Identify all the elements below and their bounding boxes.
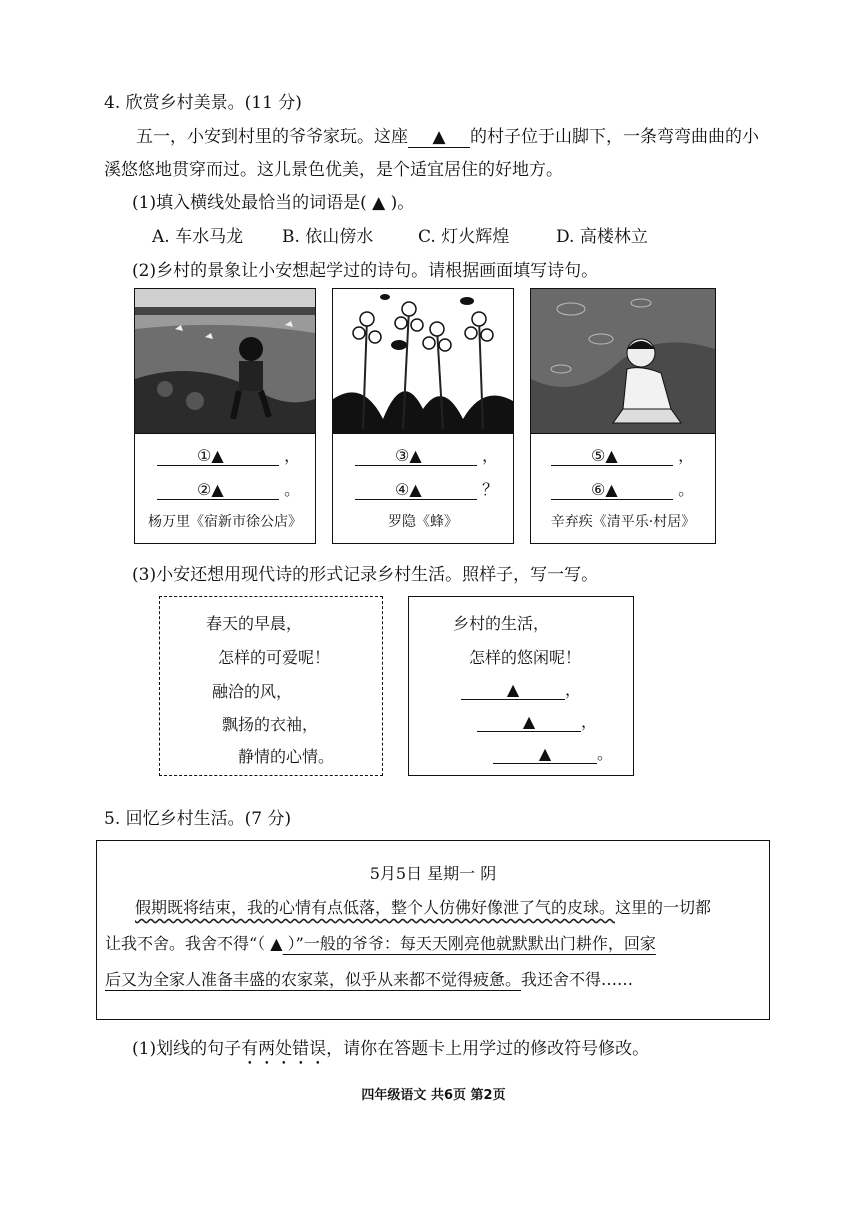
poem-blank-2[interactable]: ②▲ 。 — [157, 477, 300, 500]
picture-caption-3: 辛弃疾《清平乐·村居》 — [550, 514, 696, 530]
passage-blank[interactable]: ▲ — [408, 127, 470, 148]
page-footer: 四年级语文 共6页 第2页 — [361, 1088, 506, 1103]
q4-sub2: (2)乡村的景象让小安想起学过的诗句。请根据画面填写诗句。 — [132, 261, 599, 281]
example-poem-line: 飘扬的衣袖， — [222, 715, 319, 734]
answer-blank-2[interactable]: ▲ ， — [477, 709, 597, 732]
flowers-bees-illustration — [333, 289, 513, 434]
example-poem-line: 静情的心情。 — [238, 747, 335, 766]
passage-text: 的村子位于山脚下，一条弯弯曲曲的小 — [470, 127, 759, 147]
passage-text: 五一，小安到村里的爷爷家玩。这座 — [136, 127, 408, 147]
q4-passage-line2: 溪悠悠地贯穿而过。这儿景色优美，是个适宜居住的好地方。 — [104, 160, 563, 180]
answer-poem-box — [408, 596, 634, 776]
poem-blank-6[interactable]: ⑥▲ 。 — [551, 477, 694, 500]
option-a[interactable]: A. 车水马龙 — [152, 227, 244, 247]
answer-poem-line: 乡村的生活， — [453, 614, 550, 633]
q4-sub1: (1)填入横线处最恰当的词语是( ▲ )。 — [132, 193, 415, 213]
poem-blank-1[interactable]: ①▲ ， — [157, 443, 300, 466]
example-poem-line: 春天的早晨， — [206, 614, 303, 633]
picture-caption-2: 罗隐《蜂》 — [388, 514, 458, 530]
example-poem-line: 融洽的风， — [212, 682, 293, 701]
example-poem-box — [159, 596, 383, 776]
poem-blank-3[interactable]: ③▲ ， — [355, 443, 498, 466]
diary-line-3: 后又为全家人准备丰盛的农家菜，似乎从来都不觉得疲惫。我还舍不得…… — [105, 970, 634, 989]
diary-box — [96, 840, 770, 1020]
picture-card-2 — [332, 288, 514, 544]
diary-line-2: 让我不舍。我舍不得“（ ▲ ）”一般的爷爷：每天天刚亮他就默默出门耕作，回家 — [105, 934, 656, 953]
option-c[interactable]: C. 灯火辉煌 — [418, 227, 510, 247]
answer-blank-3[interactable]: ▲ 。 — [493, 741, 613, 764]
option-b[interactable]: B. 依山傍水 — [282, 227, 374, 247]
answer-blank[interactable]: ▲ — [270, 934, 283, 953]
emphasis-text: 有两处错误 — [241, 1039, 327, 1059]
child-pond-illustration — [531, 289, 715, 434]
picture-card-3 — [530, 288, 716, 544]
underlined-sentence: 假期既将结束，我的心情有点低落，整个人仿佛好像泄了气的皮球。 — [135, 898, 616, 917]
q4-title: 4. 欣赏乡村美景。(11 分) — [104, 93, 302, 113]
q5-title: 5. 回忆乡村生活。(7 分) — [104, 809, 292, 829]
answer-poem-line: 怎样的悠闲呢！ — [469, 648, 582, 667]
answer-blank-1[interactable]: ▲ ， — [461, 677, 581, 700]
poem-blank-5[interactable]: ⑤▲ ， — [551, 443, 694, 466]
option-d[interactable]: D. 高楼林立 — [556, 227, 648, 247]
picture-caption-1: 杨万里《宿新市徐公店》 — [148, 514, 302, 530]
field-butterfly-illustration — [135, 289, 315, 434]
q5-sub1: (1)划线的句子有两处错误，请你在答题卡上用学过的修改符号修改。 — [132, 1039, 650, 1059]
q4-sub3: (3)小安还想用现代诗的形式记录乡村生活。照样子，写一写。 — [132, 565, 599, 585]
diary-line-1: 假期既将结束，我的心情有点低落，整个人仿佛好像泄了气的皮球。这里的一切都 — [135, 898, 712, 917]
example-poem-line: 怎样的可爱呢！ — [218, 648, 331, 667]
poem-blank-4[interactable]: ④▲ ？ — [355, 477, 498, 500]
q4-passage-line1 — [136, 122, 759, 148]
diary-header: 5月5日 星期一 阴 — [369, 864, 497, 883]
picture-card-1 — [134, 288, 316, 544]
